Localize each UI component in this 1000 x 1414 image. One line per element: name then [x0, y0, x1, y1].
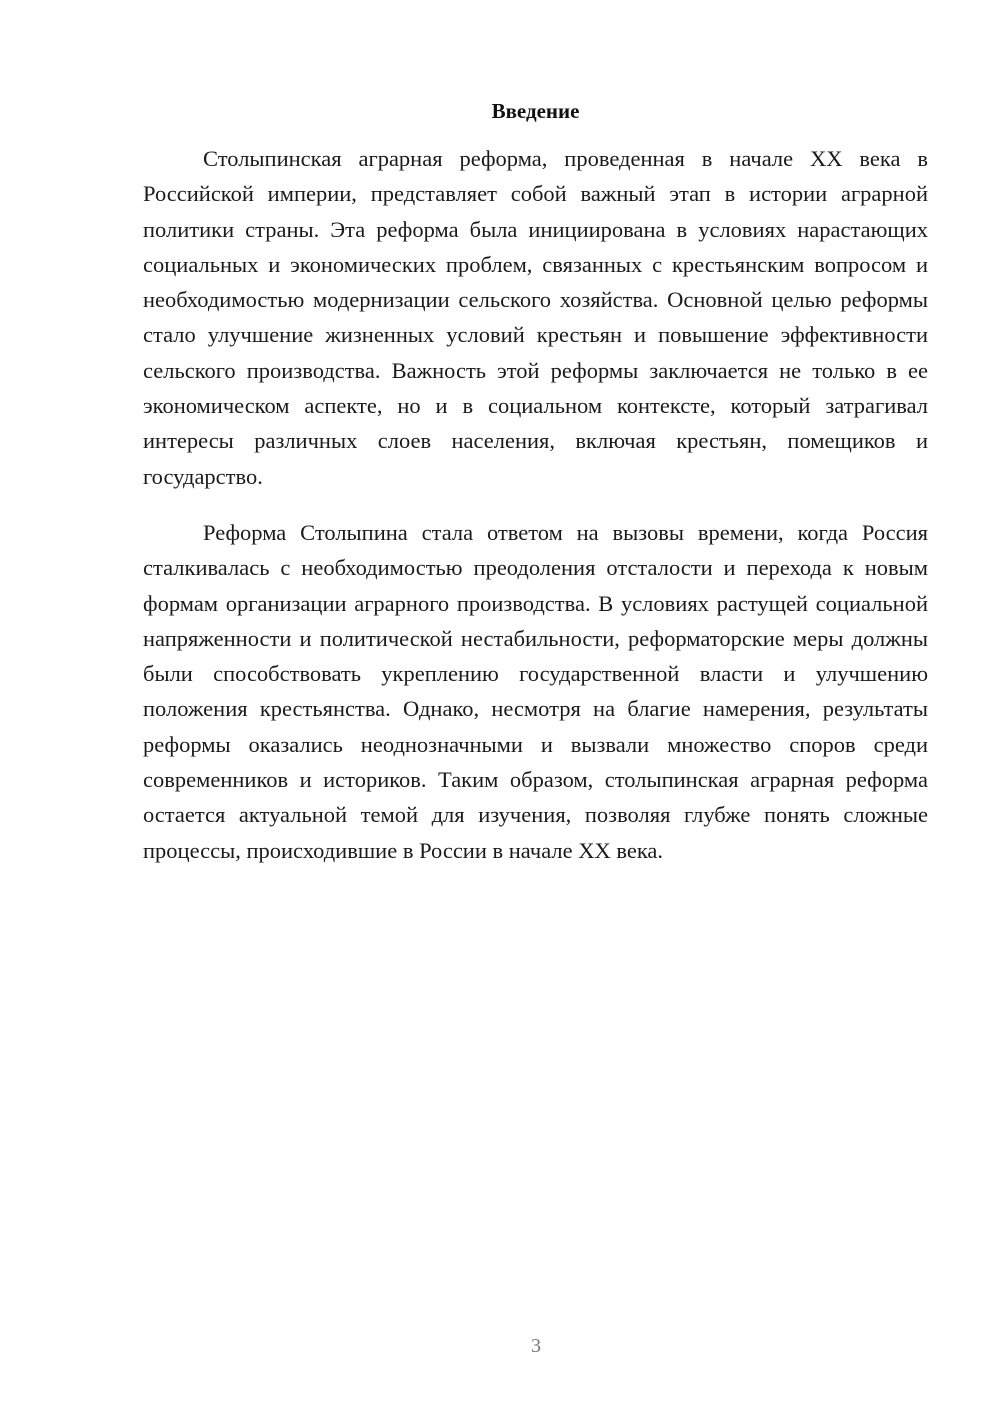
section-heading: Введение	[491, 99, 580, 123]
paragraph-2: Реформа Столыпина стала ответом на вызовы времени, когда Россия сталкивалась с необходимостью преодоления отсталости и перехода к новым формам организации аграрного производства. В условиях растущей социальной напряженности и политической нестабильности, реформаторские меры должны были способствовать укреплению государственной власти и улучшению положения крестьянства. Однако, несмотря на благие намерения, результаты реформы оказались неоднозначными и вызвали множество споров среди современников и историков. Таким образом, столыпинская аграрная реформа остается актуальной темой для изучения, позволяя глубже понять сложные процессы, происходившие в России в начале XX века.	[143, 520, 928, 863]
paragraph-1: Столыпинская аграрная реформа, проведенная в начале XX века в Российской империи, представляет собой важный этап в истории аграрной политики страны. Эта реформа была инициирована в условиях нарастающих социальных и экономических проблем, связанных с крестьянским вопросом и необходимостью модернизации сельского хозяйства. Основной целью реформы стало улучшение жизненных условий крестьян и повышение эффективности сельского производства. Важность этой реформы заключается не только в ее экономическом аспекте, но и в социальном контексте, который затрагивал интересы различных слоев населения, включая крестьян, помещиков и государство.	[143, 146, 928, 489]
page-number: 3	[531, 1335, 541, 1357]
